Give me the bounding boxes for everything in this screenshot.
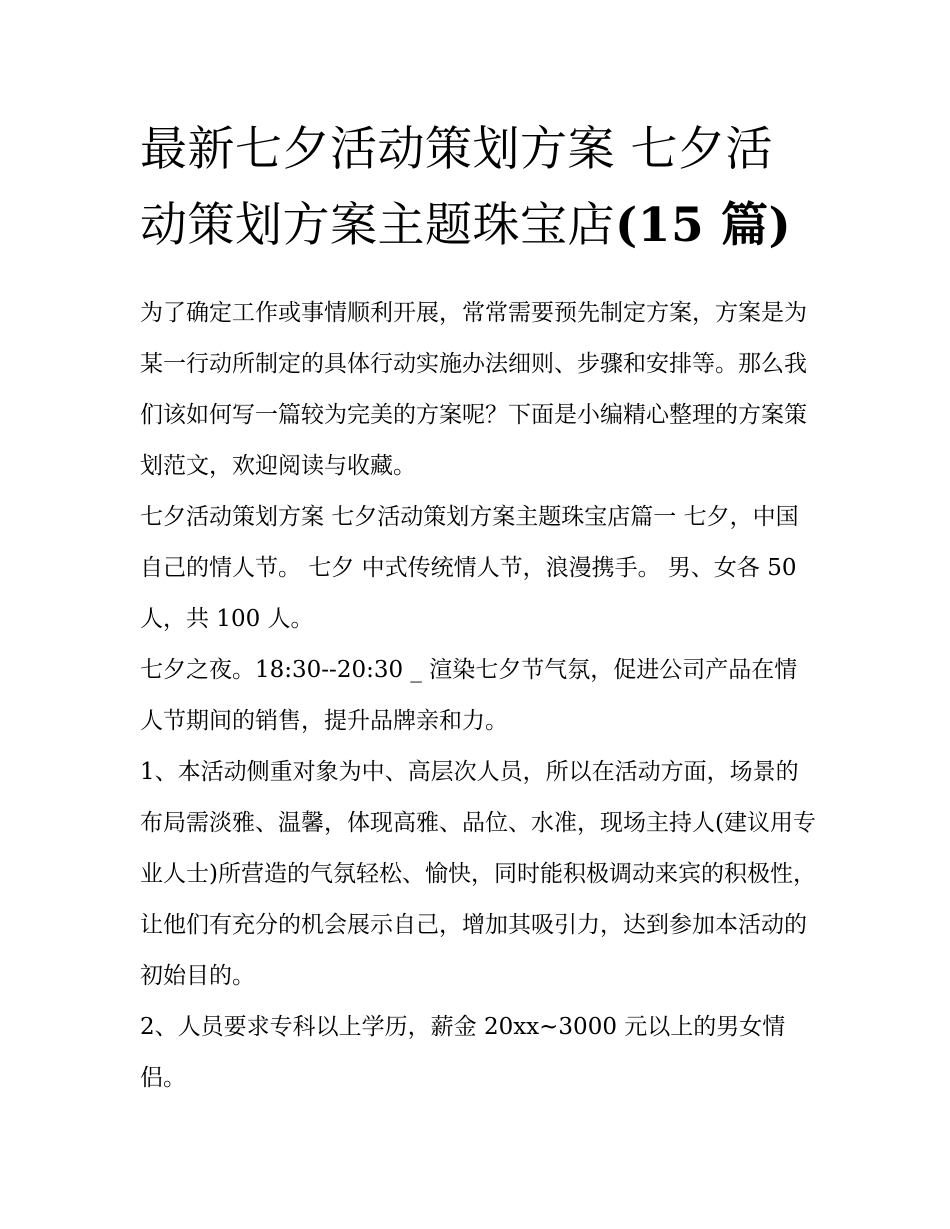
paragraph-time: 七夕之夜。18:30--20:30 _ 渲染七夕节气氛，促进公司产品在情人节期间的销售，提升品牌亲和力。 bbox=[140, 657, 798, 734]
title-suffix: (15 篇) bbox=[615, 198, 792, 253]
document-page bbox=[140, 112, 820, 1104]
paragraph-item-1: 1、本活动侧重对象为中、高层次人员，所以在活动方面，场景的布局需淡雅、温馨，体现高雅、品位、水准，现场主持人(建议用专业人士)所营造的气氛轻松、愉快，同时能积极调动来宾的积极性，让他们有充分的机会展示自己，增加其吸引力，达到参加本活动的初始目的。 bbox=[140, 759, 816, 989]
paragraph-theme: 七夕活动策划方案 七夕活动策划方案主题珠宝店篇一 七夕，中国自己的情人节。 七夕 中式传统情人节，浪漫携手。 男、女各 50 人，共 100 人。 bbox=[140, 504, 799, 632]
document-title bbox=[140, 112, 820, 264]
paragraph-intro: 为了确定工作或事情顺利开展，常常需要预先制定方案，方案是为某一行动所制定的具体行动实施办法细则、步骤和安排等。那么我们该如何写一篇较为完美的方案呢？下面是小编精心整理的方案策划范文，欢迎阅读与收藏。 bbox=[140, 300, 807, 479]
paragraph-item-2: 2、人员要求专科以上学历，薪金 20xx~3000 元以上的男女情侣。 bbox=[140, 1014, 786, 1091]
title-main: 最新七夕活动策划方案 七夕活动策划方案主题珠宝店 bbox=[140, 122, 773, 253]
